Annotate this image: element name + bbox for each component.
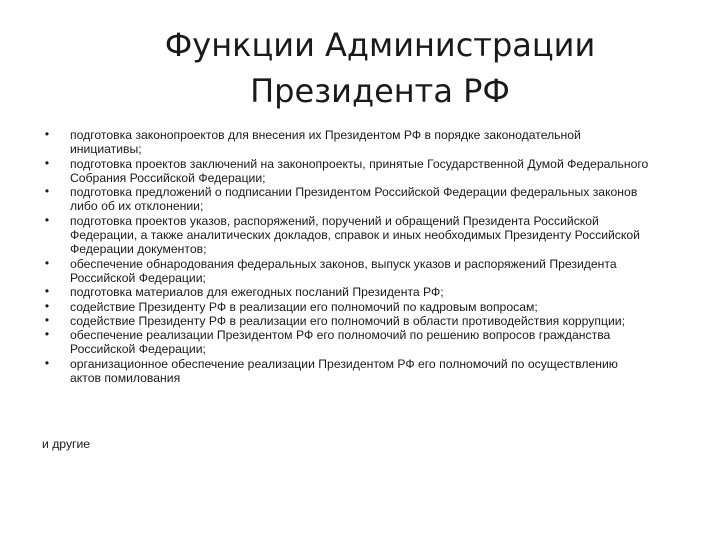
bullet-icon: • — [44, 355, 50, 370]
bullet-icon: • — [44, 155, 50, 170]
list-item-text: содействие Президенту РФ в реализации его полномочий по кадровым вопросам; — [70, 299, 538, 314]
bullet-icon: • — [44, 298, 50, 313]
list-item-text: содействие Президенту РФ в реализации его полномочий в области противодействия коррупции; — [70, 313, 625, 328]
list-item — [42, 300, 652, 314]
title-line-2: Президента РФ — [250, 72, 510, 110]
bullet-icon: • — [44, 327, 50, 342]
list-item-text: подготовка материалов для ежегодных посланий Президента РФ; — [70, 285, 444, 300]
title-line-1: Функции Администрации — [164, 26, 596, 64]
list-item — [42, 257, 652, 286]
list-item — [42, 328, 652, 357]
functions-list — [42, 128, 652, 385]
bullet-icon: • — [44, 127, 50, 141]
list-item-text: обеспечение обнародования федеральных законов, выпуск указов и распоряжений Президента Российской Федерации; — [70, 256, 617, 285]
list-item — [42, 285, 652, 299]
bullet-icon: • — [44, 284, 50, 299]
list-item — [42, 185, 652, 214]
list-item-text: подготовка предложений о подписании Президентом Российской Федерации федеральных законов либо об их отклонении; — [70, 185, 638, 214]
bullet-icon: • — [44, 184, 50, 199]
list-item — [42, 357, 652, 386]
list-item — [42, 214, 652, 257]
footer-text: и другие — [42, 437, 91, 451]
list-item-text: подготовка проектов заключений на законопроекты, принятые Государственной Думой Федерального Собрания Российской Федерации; — [70, 156, 649, 185]
list-item — [42, 157, 652, 186]
list-item-text: подготовка законопроектов для внесения их Президентом РФ в порядке законодательной инициативы; — [70, 128, 581, 157]
list-item-text: организационное обеспечение реализации Президентом РФ его полномочий по осуществлению актов помилования — [70, 356, 618, 386]
bullet-icon: • — [44, 255, 50, 270]
slide-title — [90, 22, 670, 114]
list-item-text: подготовка проектов указов, распоряжений, поручений и обращений Президента Российской Федерации, а также аналитических докладов, справок и иных необходимых Президенту Российской Федерации документов; — [70, 213, 640, 257]
bullet-icon: • — [44, 312, 50, 327]
list-item-text: обеспечение реализации Президентом РФ его полномочий по решению вопросов гражданства Российской Федерации; — [70, 328, 611, 357]
bullet-icon: • — [44, 212, 50, 227]
list-item — [42, 128, 652, 157]
list-item — [42, 314, 652, 328]
